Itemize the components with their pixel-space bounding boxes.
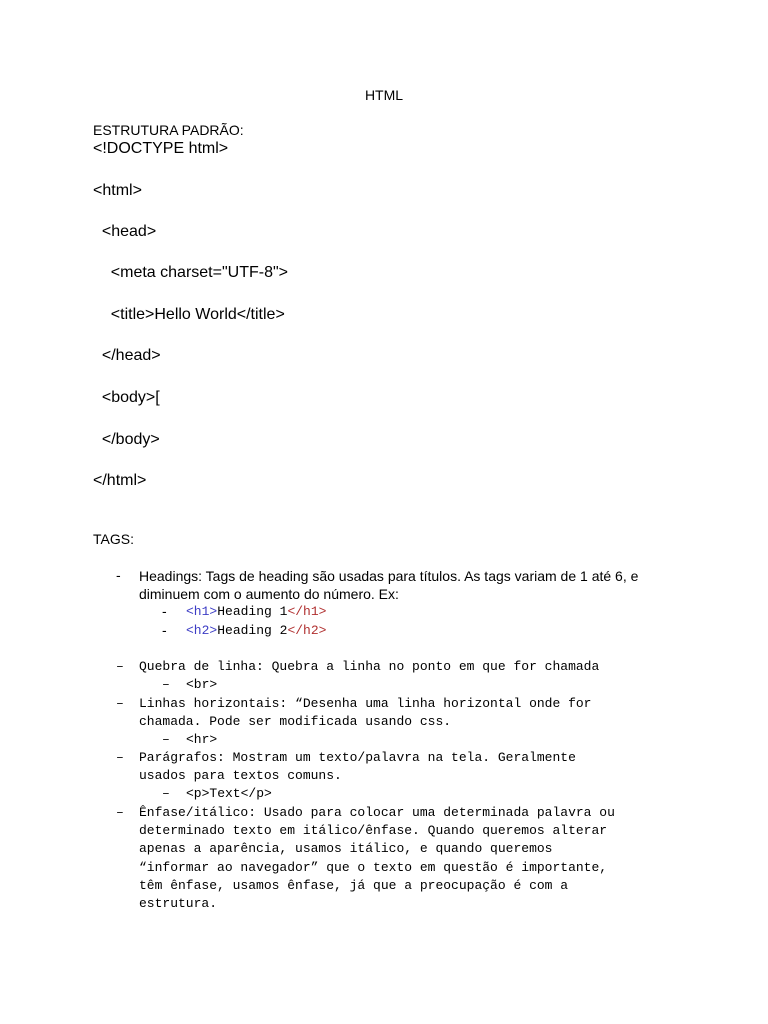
- document-title: HTML: [364, 87, 404, 103]
- list-bullet: -: [162, 622, 167, 638]
- example-p: <p>Text</p>: [186, 786, 272, 801]
- code-line-body-open: <body>[: [93, 389, 160, 406]
- list-bullet: –: [116, 805, 124, 820]
- code-line-title: <title>Hello World</title>: [93, 306, 285, 323]
- list-bullet: –: [162, 732, 170, 747]
- list-bullet: –: [162, 677, 170, 692]
- code-line-meta: <meta charset="UTF-8">: [93, 264, 288, 281]
- list-bullet: -: [162, 603, 167, 619]
- paragrafos-line-1: Parágrafos: Mostram um texto/palavra na tela. Geralmente: [139, 750, 576, 765]
- list-bullet: –: [162, 786, 170, 801]
- enfase-line-2: determinado texto em itálico/ênfase. Quando queremos alterar: [139, 823, 608, 839]
- h2-close-tag: </h2>: [287, 623, 327, 638]
- enfase-line-3: apenas a aparência, usamos itálico, e quando queremos: [139, 841, 553, 857]
- paragrafos-line-2: usados para textos comuns.: [139, 768, 342, 784]
- enfase-line-5: têm ênfase, usamos ênfase, já que a preocupação é com a: [139, 877, 569, 893]
- list-item-quebra: Quebra de linha: Quebra a linha no ponto em que for chamada: [139, 659, 600, 674]
- list-item-headings: [139, 567, 699, 603]
- h2-open-tag: <h2>: [186, 623, 218, 638]
- list-bullet: –: [116, 750, 124, 765]
- list-bullet: –: [116, 659, 124, 674]
- enfase-line-4: “informar ao navegador” que o texto em questão é importante,: [139, 859, 608, 875]
- list-item-linhas: [139, 695, 591, 731]
- code-line-doctype: <!DOCTYPE html>: [93, 140, 229, 157]
- code-line-html-open: <html>: [93, 182, 142, 199]
- example-br: <br>: [186, 677, 218, 692]
- enfase-line-1: Ênfase/itálico: Usado para colocar uma determinada palavra ou: [139, 805, 615, 820]
- code-line-body-close: </body>: [93, 431, 160, 448]
- headings-line-1: Headings: Tags de heading são usadas para títulos. As tags variam de 1 até 6, e: [139, 568, 639, 584]
- code-line-head-close: </head>: [93, 347, 161, 364]
- h2-text: Heading 2: [217, 623, 288, 638]
- example-h2: [186, 622, 326, 640]
- headings-line-2: diminuem com o aumento do número. Ex:: [139, 586, 399, 602]
- list-item-paragrafos: [139, 749, 576, 785]
- structure-heading: ESTRUTURA PADRÃO:: [93, 122, 244, 138]
- enfase-line-6: estrutura.: [139, 896, 218, 912]
- h1-close-tag: </h1>: [287, 604, 327, 619]
- tags-heading: TAGS:: [93, 531, 134, 547]
- code-line-head-open: <head>: [93, 223, 157, 240]
- h1-open-tag: <h1>: [186, 604, 218, 619]
- list-item-enfase: [139, 804, 615, 913]
- h1-text: Heading 1: [217, 604, 288, 619]
- linhas-line-1: Linhas horizontais: “Desenha uma linha horizontal onde for: [139, 696, 592, 711]
- code-line-html-close: </html>: [93, 472, 147, 489]
- example-hr: <hr>: [186, 732, 218, 747]
- linhas-line-2: chamada. Pode ser modificada usando css.: [139, 714, 452, 730]
- list-bullet: –: [116, 696, 124, 711]
- list-bullet: -: [116, 567, 121, 583]
- example-h1: [186, 603, 326, 621]
